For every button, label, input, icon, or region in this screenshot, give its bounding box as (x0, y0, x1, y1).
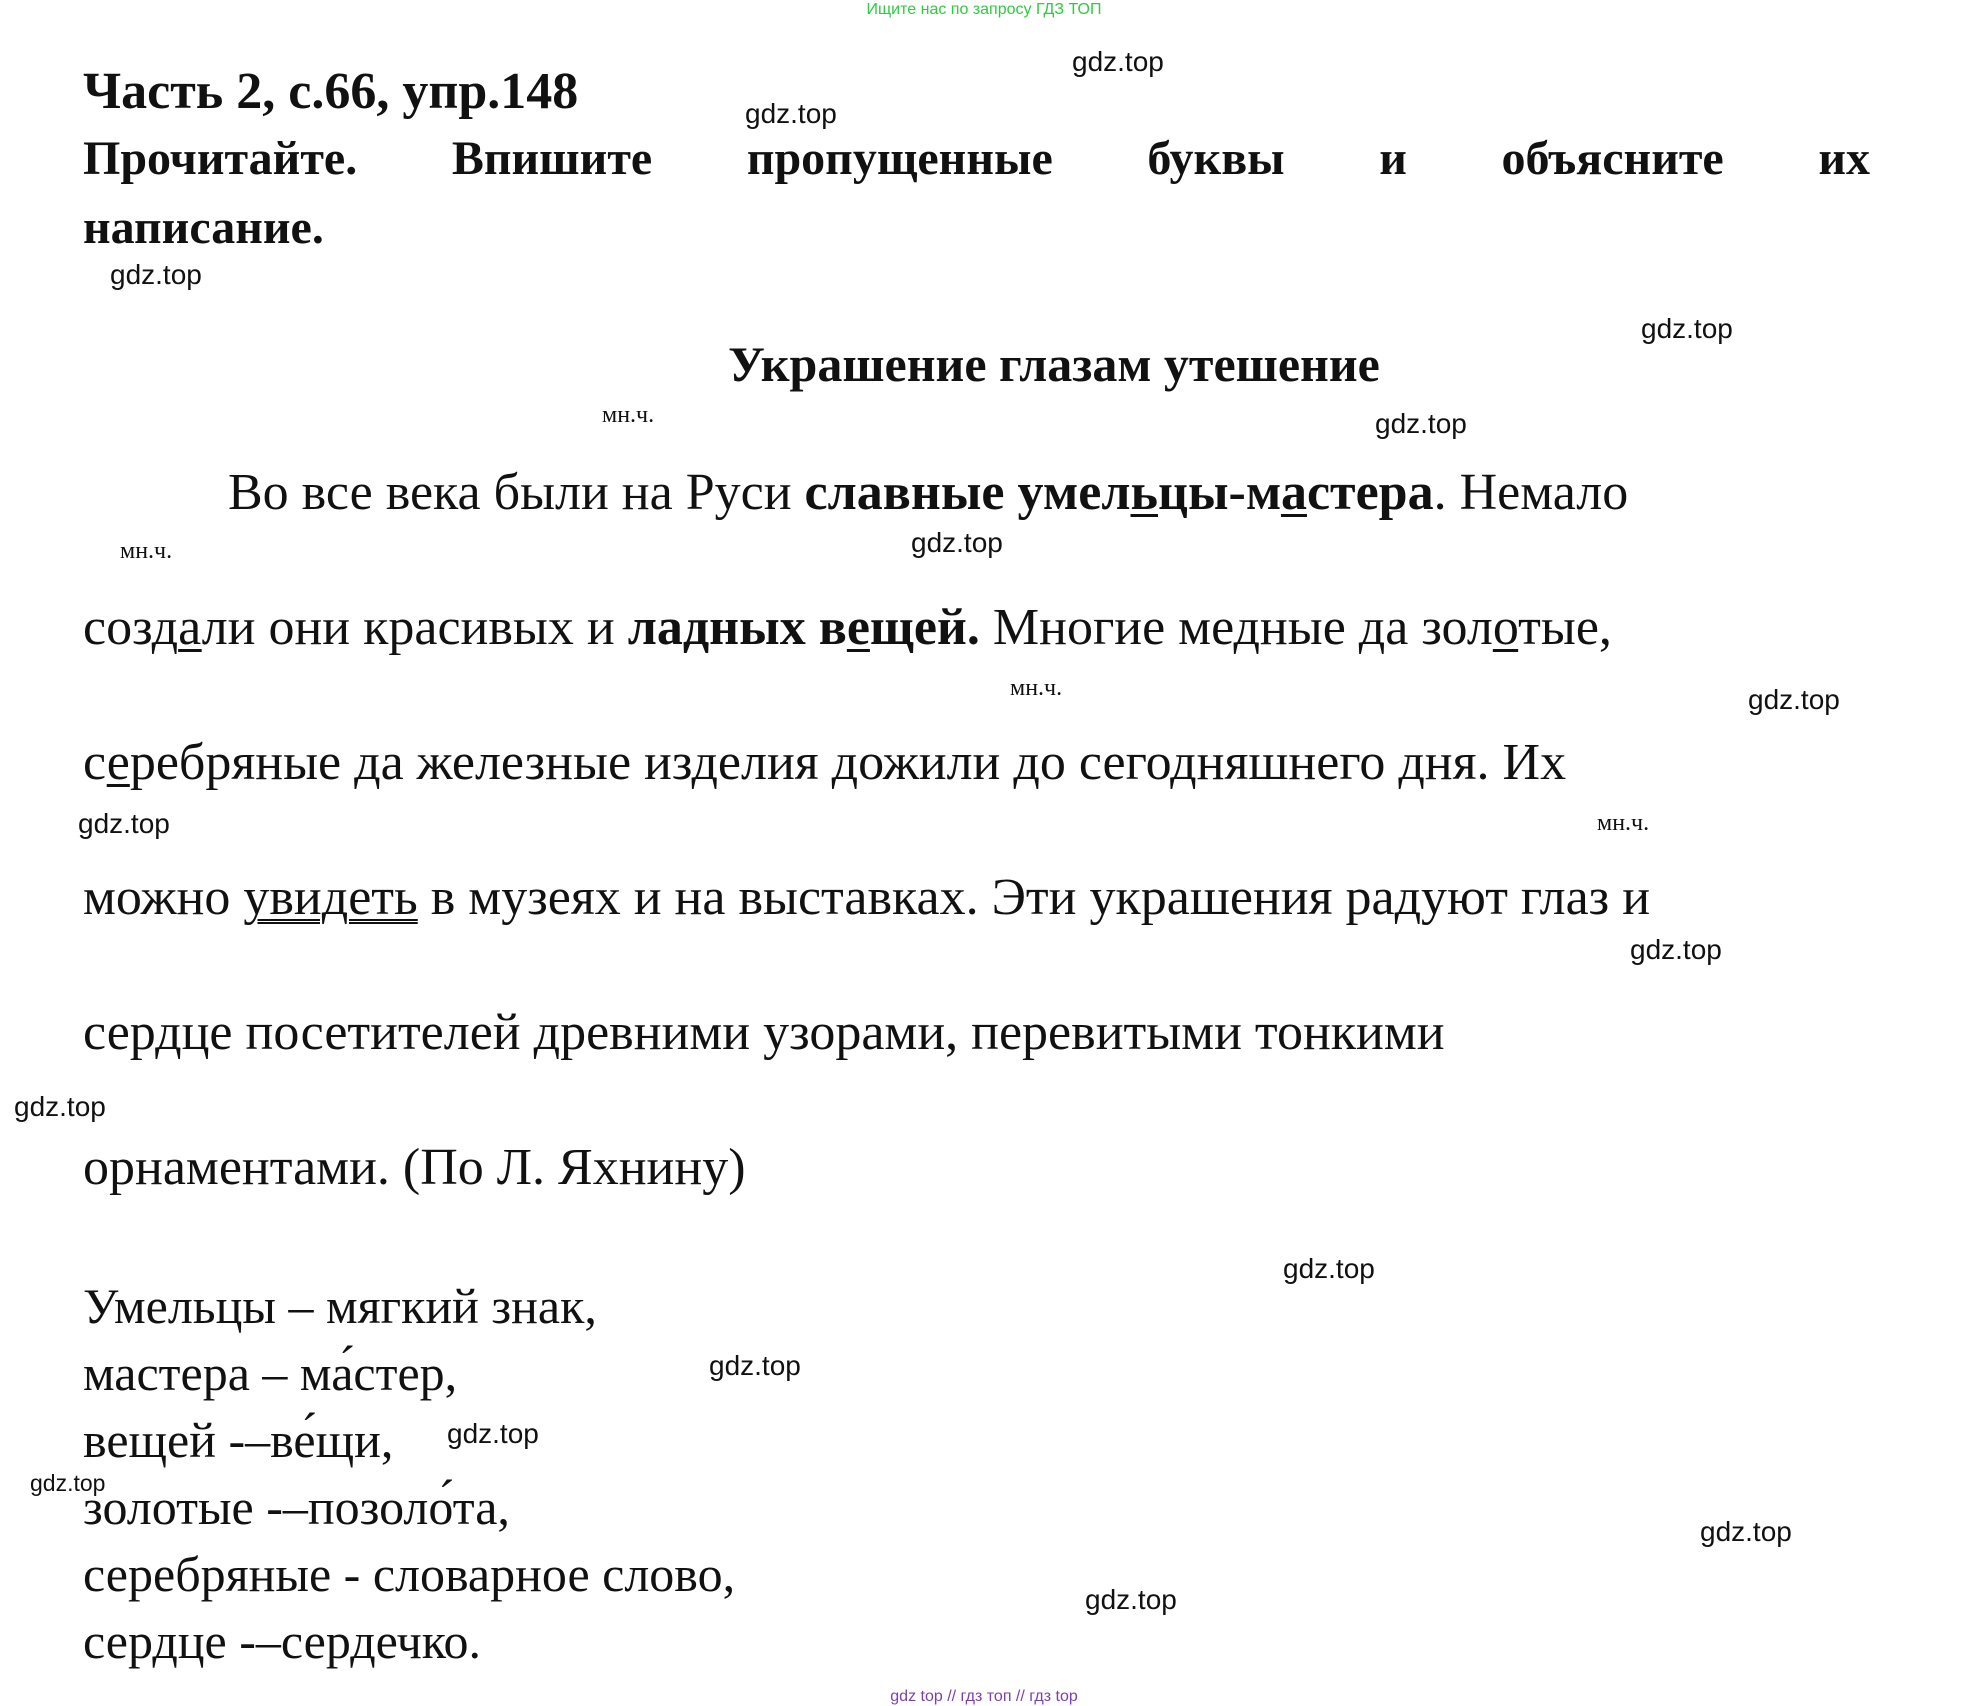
watermark: gdz.top (447, 1418, 539, 1449)
answer-line: серебряные - словарное слово, (83, 1546, 736, 1602)
watermark: gdz.top (709, 1350, 801, 1381)
plural-annotation: мн.ч. (1597, 810, 1650, 836)
text-fragment: можно (83, 869, 244, 926)
watermark: gdz.top (1375, 408, 1467, 439)
watermark: gdz.top (911, 527, 1003, 558)
bold-phrase: щей. (869, 599, 980, 656)
text-line-6 (83, 1138, 746, 1197)
watermark: gdz.top (1085, 1584, 1177, 1615)
watermark: gdz.top (745, 98, 837, 129)
text-fragment: ребряные да железные изделия дожили до сегодняшнего дня. Их (129, 734, 1567, 791)
text-line-5 (83, 1003, 1445, 1062)
watermark: gdz.top (14, 1091, 106, 1122)
text-fragment: орнаментами. (По Л. Яхнину) (83, 1139, 746, 1196)
watermark: gdz.top (1700, 1516, 1792, 1547)
answer-line: Умельцы – мягкий знак, (83, 1278, 597, 1334)
text-title: Украшение глазам утешение (728, 336, 1380, 392)
answer-line: сердце -–сердечко. (83, 1613, 481, 1669)
text-fragment: Во все века были на Руси (228, 464, 805, 521)
watermark: gdz.top (1072, 46, 1164, 77)
watermark: gdz.top (1630, 934, 1722, 965)
text-fragment: с (83, 734, 107, 791)
plural-annotation: мн.ч. (602, 402, 655, 428)
text-line-4 (83, 868, 1650, 927)
predicate-word: увидеть (243, 869, 418, 926)
bottom-banner: gdz top // гдз топ // гдз top (890, 1688, 1078, 1705)
inserted-letter: ь (1130, 464, 1158, 521)
text-fragment: . Немало (1433, 464, 1629, 521)
inserted-letter: а (1280, 464, 1307, 521)
bold-phrase: ладных в (627, 599, 847, 656)
text-fragment: Многие медные да зол (979, 599, 1493, 656)
task-instruction-line-1: Прочитайте. Впишите пропущенные буквы и объясните их (83, 132, 1870, 185)
watermark: gdz.top (30, 1470, 106, 1496)
text-line-1 (228, 463, 1628, 522)
task-instruction-line-2: написание. (83, 201, 324, 254)
plural-annotation: мн.ч. (1010, 675, 1063, 701)
watermark: gdz.top (110, 259, 202, 290)
watermark: gdz.top (1748, 684, 1840, 715)
inserted-letter: е (846, 599, 870, 656)
bold-phrase: стера (1306, 464, 1434, 521)
bold-phrase: славные умел (804, 464, 1131, 521)
text-fragment: тые, (1518, 599, 1612, 656)
bold-phrase: цы-м (1158, 464, 1281, 521)
watermark: gdz.top (78, 808, 170, 839)
text-fragment: созд (83, 599, 179, 656)
watermark: gdz.top (1283, 1253, 1375, 1284)
inserted-letter: е (106, 734, 130, 791)
watermark: gdz.top (1641, 313, 1733, 344)
inserted-letter: а (178, 599, 202, 656)
answer-line: золотые -–позоло́та, (83, 1479, 510, 1535)
text-fragment: ли они красивых и (201, 599, 628, 656)
top-banner: Ищите нас по запросу ГДЗ ТОП (866, 1, 1102, 18)
text-fragment: в музеях и на выставках. Эти украшения радуют глаз и (417, 869, 1651, 926)
text-line-3 (83, 733, 1566, 792)
inserted-letter: д (155, 1004, 182, 1061)
answer-line: мастера – ма́стер, (83, 1345, 458, 1401)
exercise-heading: Часть 2, с.66, упр.148 (83, 63, 579, 120)
text-line-2 (83, 598, 1612, 657)
plural-annotation: мн.ч. (120, 538, 173, 564)
text-fragment: сер (83, 1004, 156, 1061)
text-fragment: це посетителей древними узорами, перевитыми тонкими (181, 1004, 1445, 1061)
answer-line: вещей -–ве́щи, (83, 1412, 394, 1468)
inserted-letter: о (1492, 599, 1519, 656)
